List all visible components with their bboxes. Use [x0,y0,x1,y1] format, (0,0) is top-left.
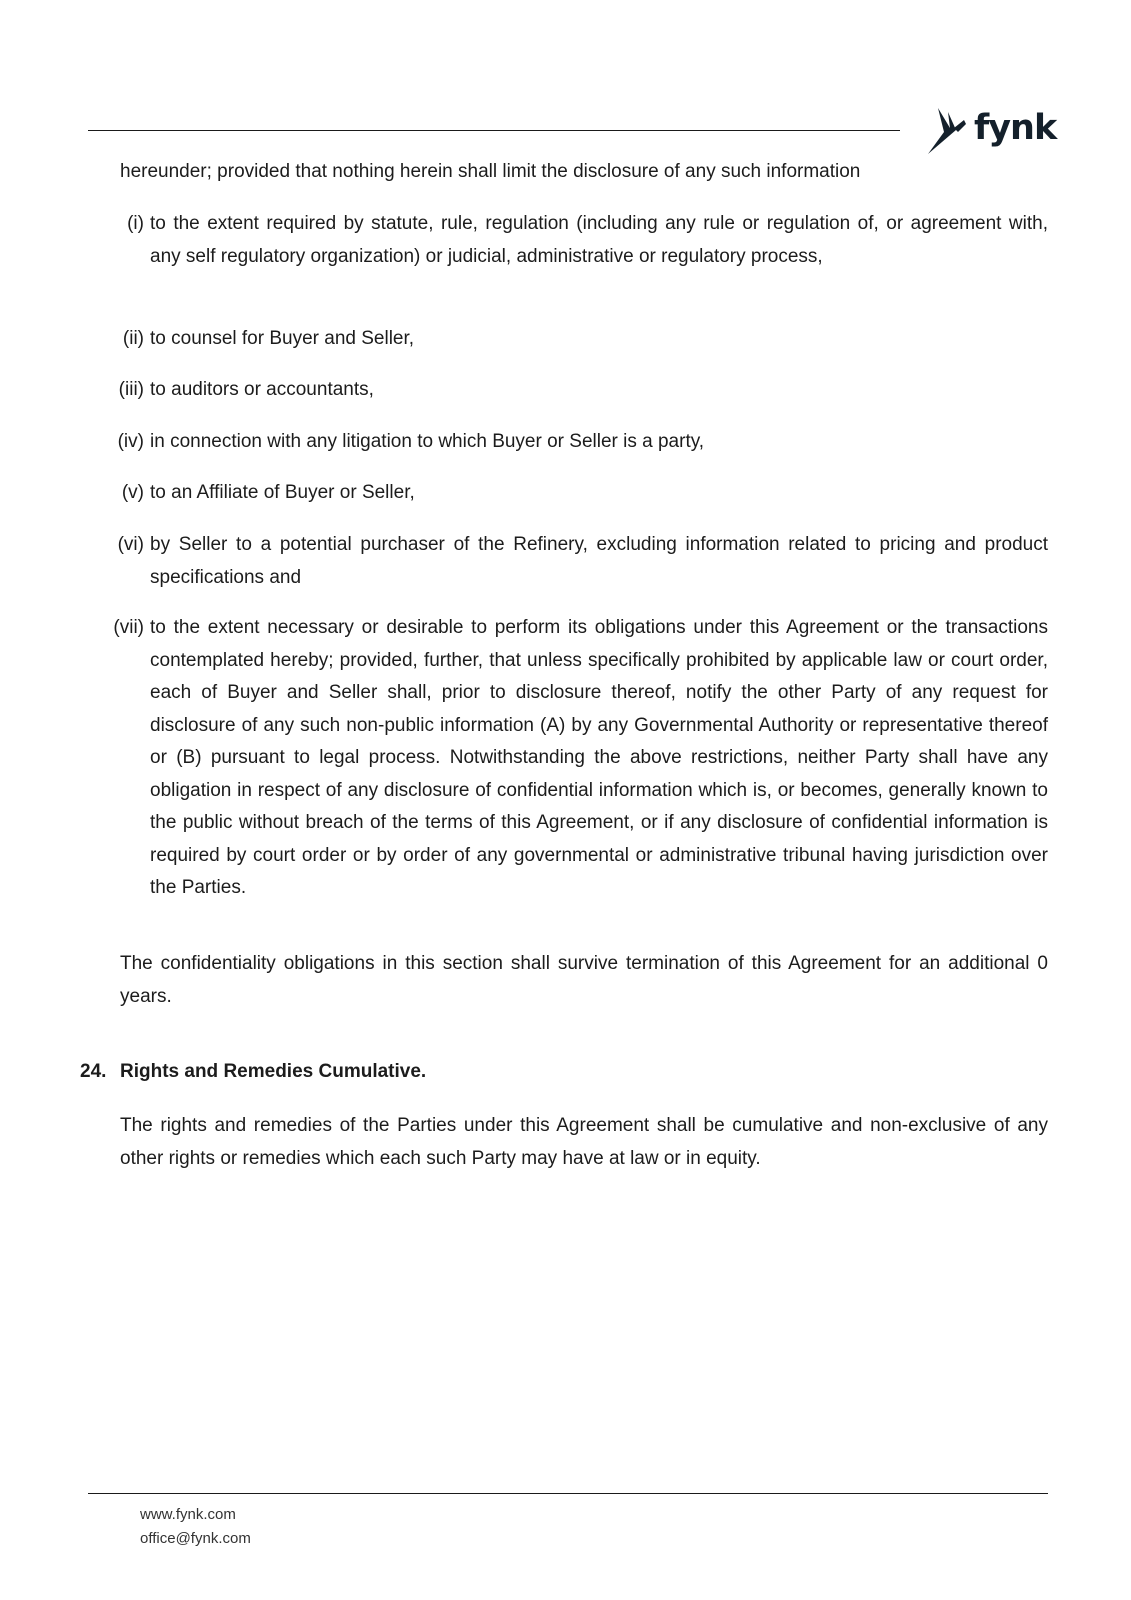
list-item-text: to counsel for Buyer and Seller, [150,328,415,349]
footer-divider [88,1493,1048,1494]
footer-website-link[interactable]: www.fynk.com [140,1506,236,1523]
list-item-text: to auditors or accountants, [150,379,374,400]
list-item-number: (vii) [113,617,144,638]
fynk-bird-icon [924,106,968,156]
header-divider [88,130,900,131]
section-number: 24. [80,1061,107,1082]
closing-paragraph: The confidentiality obligations in this section shall survive termination of this Agreement for an additional 0 years. [120,953,1048,1007]
list-item-number: (ii) [122,328,144,349]
section-body: The rights and remedies of the Parties under this Agreement shall be cumulative and non-exclusive of any other rights or remedies which each such Party may have at law or in equity. [120,1115,1048,1169]
footer-email-link[interactable]: office@fynk.com [140,1530,251,1547]
section-title: Rights and Remedies Cumulative. [120,1061,427,1082]
footer [140,1503,251,1551]
list-item-text: by Seller to a potential purchaser of the Refinery, excluding information related to pricing and product specifications and [150,534,1048,588]
intro-paragraph: hereunder; provided that nothing herein shall limit the disclosure of any such information [120,161,861,182]
list-item-text: to the extent necessary or desirable to perform its obligations under this Agreement or the transactions contemplated hereby; provided, further, that unless specifically prohibited by applicable law or court order, each of Buyer and Seller shall, prior to disclosure thereof, notify the other Party of any request for disclosure of any such non-public information (A) by any Governmental Authority or representative thereof or (B) pursuant to legal process. Notwithstanding the above restrictions, neither Party shall have any obligation in respect of any disclosure of confidential information which is, or becomes, generally known to the public without breach of the terms of this Agreement, or if any disclosure of confidential information is required by court order or by order of any governmental or administrative tribunal having jurisdiction over the Parties. [150,617,1048,898]
list-item-number: (v) [121,482,144,503]
list-item-text: in connection with any litigation to which Buyer or Seller is a party, [150,431,705,452]
list-item-text: to the extent required by statute, rule, regulation (including any rule or regulation of, or agreement with, any self regulatory organization) or judicial, administrative or regulatory process, [150,213,1048,267]
section-heading [80,1056,426,1089]
list-item-number: (iv) [117,431,144,452]
list-item-number: (vi) [117,534,144,555]
brand-logo [924,106,1056,160]
list-item-text: to an Affiliate of Buyer or Seller, [150,482,415,503]
list-item-number: (iii) [118,379,144,400]
list-item-number: (i) [127,213,144,234]
logo-text: fynk [974,108,1057,148]
